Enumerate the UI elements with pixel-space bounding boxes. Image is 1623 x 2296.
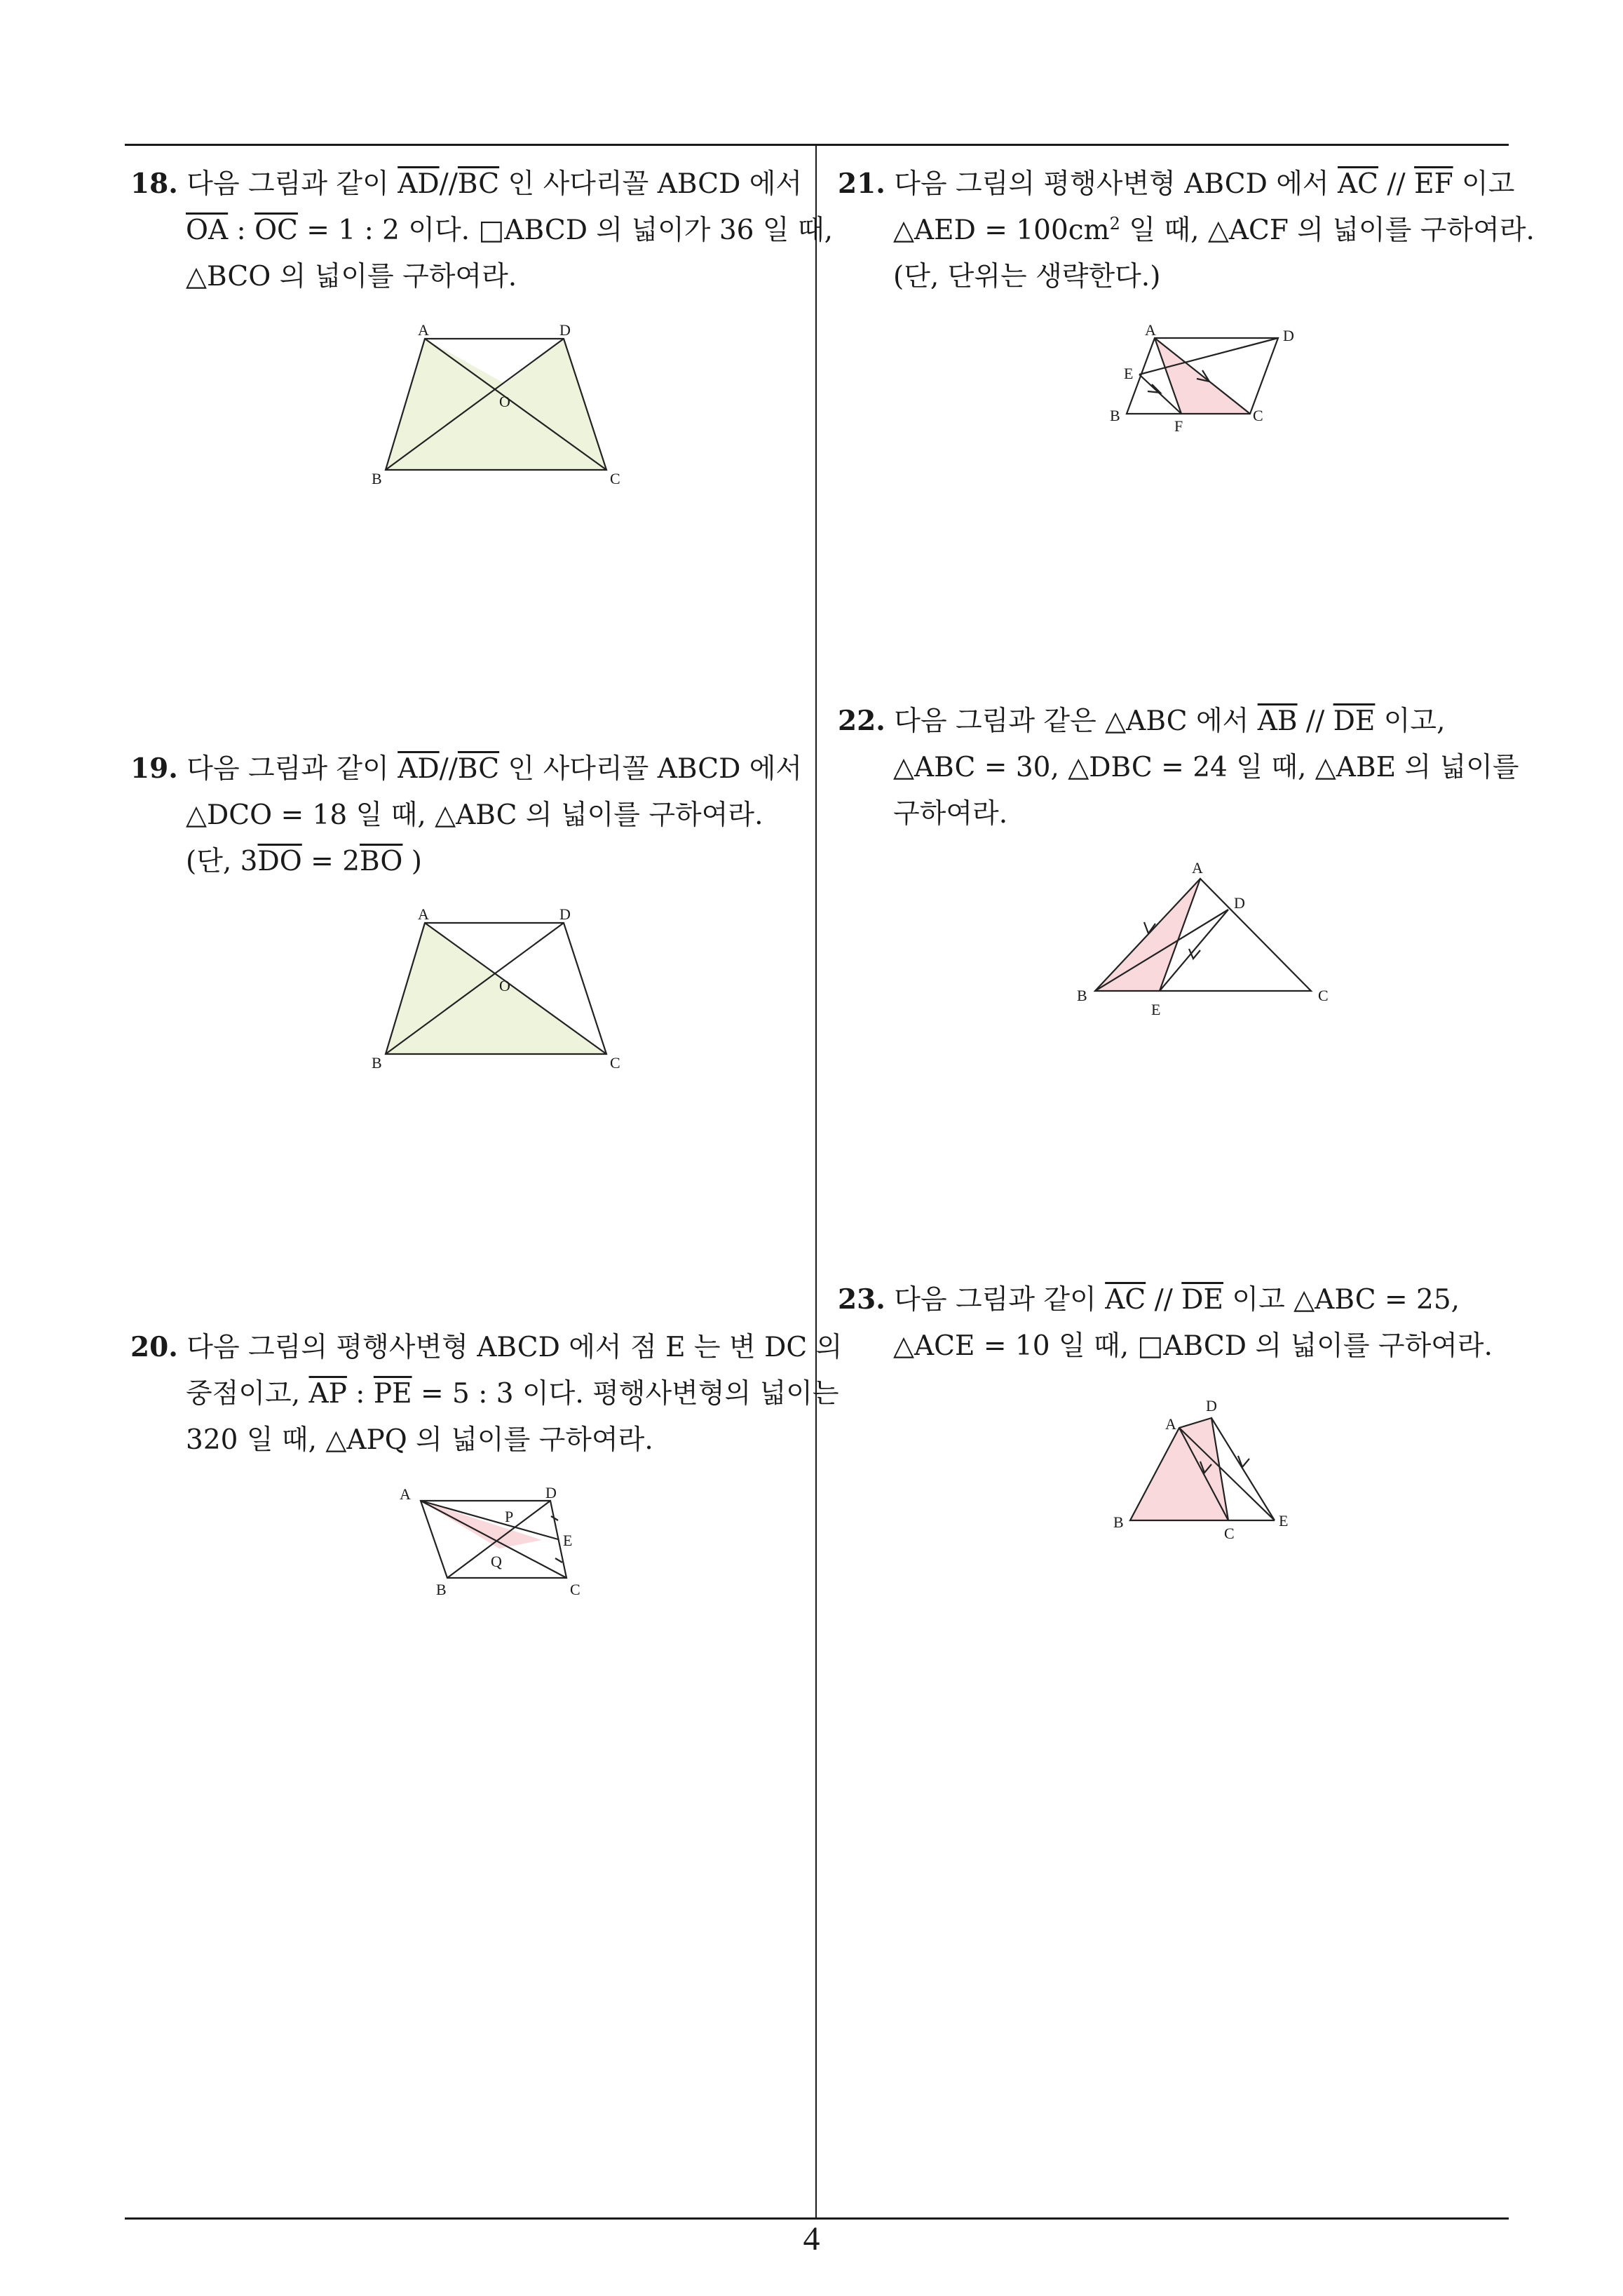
segment-notation: $\overline{AB}$ <box>1257 705 1298 737</box>
label-a: A <box>418 321 429 339</box>
segment-notation: $\overline{AC}$ <box>1105 1284 1146 1316</box>
label-b: B <box>1110 407 1120 424</box>
text-run: = 1 : 2 이다. □ABCD 의 넓이가 36 일 때, <box>297 215 834 246</box>
label-c: C <box>610 470 620 487</box>
text-run: (단, 3 <box>186 846 258 877</box>
problem-text-line <box>130 1417 803 1464</box>
segment-notation: $\overline{OA}$ <box>186 215 229 246</box>
problem-text-line <box>838 161 1514 208</box>
label-c: C <box>570 1581 580 1598</box>
figure-18 <box>365 316 624 487</box>
segment-notation: $\overline{OC}$ <box>254 215 298 246</box>
label-b: B <box>436 1581 447 1598</box>
text-run: ) <box>402 846 423 877</box>
figure-22 <box>1066 852 1346 1020</box>
label-d: D <box>1206 1397 1217 1414</box>
label-a: A <box>418 905 429 923</box>
problem-text-line <box>838 1276 1514 1323</box>
problem-number: 18. <box>130 168 178 200</box>
text-run: 인 사다리꼴 ABCD 에서 <box>499 753 803 785</box>
text-run: 다음 그림의 평행사변형 ABCD 에서 <box>894 168 1338 200</box>
text-run: // <box>439 168 458 200</box>
label-c: C <box>1318 987 1329 1004</box>
problem-text-line <box>130 792 803 839</box>
top-rule <box>125 144 1509 146</box>
problem-text-line <box>130 254 803 300</box>
superscript: 2 <box>1109 214 1120 234</box>
label-d: D <box>1283 327 1294 344</box>
text-run: = 2 <box>301 846 360 877</box>
text-run: (단, 단위는 생략한다.) <box>893 261 1161 292</box>
problem-text-line <box>838 698 1514 745</box>
shape-apq <box>421 1501 542 1548</box>
problem-text-line <box>130 208 834 254</box>
figure-23 <box>1108 1389 1318 1543</box>
problem-text-line <box>130 839 803 885</box>
text-run: △BCO 의 넓이를 구하여라. <box>186 261 517 292</box>
label-d: D <box>559 905 571 923</box>
text-run: 다음 그림과 같이 <box>186 168 398 200</box>
text-run: △DCO = 18 일 때, △ABC 의 넓이를 구하여라. <box>186 799 763 831</box>
segment-notation: $\overline{AD}$ <box>398 168 440 200</box>
segment-notation: $\overline{AC}$ <box>1338 168 1379 200</box>
problem-text-line <box>838 208 1535 254</box>
text-run: // <box>1146 1284 1182 1316</box>
problem-text-line <box>838 745 1519 791</box>
problem-number: 21. <box>838 168 885 200</box>
problem-text-line <box>838 1323 1514 1370</box>
problem-19 <box>130 745 803 885</box>
tick-mark <box>555 1558 562 1562</box>
label-o: O <box>499 393 510 410</box>
text-run: 이고 △ABC = 25, <box>1223 1284 1460 1316</box>
segment-notation: $\overline{PE}$ <box>373 1378 412 1410</box>
problem-number: 19. <box>130 752 178 785</box>
text-run: △ACE = 10 일 때, □ABCD 의 넓이를 구하여라. <box>893 1330 1493 1362</box>
problem-21 <box>838 161 1535 300</box>
text-run: 이고, <box>1375 705 1446 737</box>
text-run: 다음 그림과 같이 <box>894 1284 1106 1316</box>
label-a: A <box>1192 859 1203 877</box>
problem-number: 22. <box>838 705 885 737</box>
label-d: D <box>1234 894 1245 912</box>
text-run: 320 일 때, △APQ 의 넓이를 구하여라. <box>186 1424 653 1456</box>
text-run: 인 사다리꼴 ABCD 에서 <box>499 168 803 200</box>
label-a: A <box>1145 321 1156 339</box>
figure-20 <box>393 1480 603 1599</box>
problem-number: 23. <box>838 1283 885 1316</box>
column-divider <box>815 144 817 2220</box>
label-d: D <box>559 321 571 339</box>
figure-19 <box>365 900 624 1072</box>
label-f: F <box>1174 417 1183 435</box>
label-q: Q <box>491 1553 502 1570</box>
label-e: E <box>563 1532 573 1549</box>
segment-notation: $\overline{BC}$ <box>457 753 500 785</box>
text-run: △ABC = 30, △DBC = 24 일 때, △ABE 의 넓이를 <box>893 752 1519 783</box>
problem-text-line <box>838 791 1514 837</box>
problem-text-line <box>130 161 803 208</box>
problem-text-line <box>130 1371 839 1417</box>
problem-22 <box>838 698 1519 837</box>
label-b: B <box>1077 987 1087 1004</box>
label-c: C <box>1224 1525 1235 1542</box>
segment-notation: $\overline{DE}$ <box>1333 705 1376 737</box>
text-run: : <box>346 1378 374 1410</box>
segment-notation: $\overline{EF}$ <box>1414 168 1453 200</box>
label-b: B <box>372 1054 382 1072</box>
segment-notation: $\overline{BC}$ <box>457 168 500 200</box>
problem-text-line <box>838 254 1514 300</box>
text-run: : <box>228 215 255 246</box>
label-c: C <box>1253 407 1263 424</box>
problem-20 <box>130 1324 843 1464</box>
text-run: 다음 그림과 같은 △ABC 에서 <box>894 705 1258 737</box>
text-run: 일 때, △ACF 의 넓이를 구하여라. <box>1120 215 1535 246</box>
segment-notation: $\overline{DE}$ <box>1181 1284 1224 1316</box>
problem-23 <box>838 1276 1514 1370</box>
segment-notation: $\overline{AP}$ <box>308 1378 347 1410</box>
label-c: C <box>610 1054 620 1072</box>
label-e: E <box>1279 1512 1289 1529</box>
text-run: 구하여라. <box>893 798 1008 830</box>
problem-text-line <box>130 745 803 792</box>
segment-notation: $\overline{BO}$ <box>360 846 403 877</box>
problem-number: 20. <box>130 1331 178 1363</box>
label-e: E <box>1151 1001 1161 1018</box>
segment-notation: $\overline{DO}$ <box>257 846 302 877</box>
text-run: 중점이고, <box>186 1378 309 1410</box>
text-run: // <box>439 753 458 785</box>
text-run: = 5 : 3 이다. 평행사변형의 넓이는 <box>412 1378 839 1410</box>
problem-18 <box>130 161 834 300</box>
problem-text-line <box>130 1324 843 1371</box>
label-a: A <box>400 1485 411 1503</box>
text-run: 이고 <box>1453 168 1515 200</box>
label-a: A <box>1165 1415 1176 1433</box>
label-b: B <box>372 470 382 487</box>
label-o: O <box>499 977 510 994</box>
figure-21 <box>1104 316 1315 435</box>
label-p: P <box>505 1508 514 1525</box>
text-run: △AED = 100cm <box>893 215 1110 246</box>
text-run: // <box>1297 705 1333 737</box>
text-run: 다음 그림과 같이 <box>186 753 398 785</box>
segment-notation: $\overline{AD}$ <box>398 753 440 785</box>
label-e: E <box>1124 365 1134 382</box>
label-b: B <box>1113 1513 1124 1531</box>
text-run: // <box>1378 168 1415 200</box>
label-d: D <box>545 1484 557 1501</box>
text-run: 다음 그림의 평행사변형 ABCD 에서 점 E 는 변 DC 의 <box>186 1332 843 1363</box>
page-number: 4 <box>803 2220 820 2257</box>
